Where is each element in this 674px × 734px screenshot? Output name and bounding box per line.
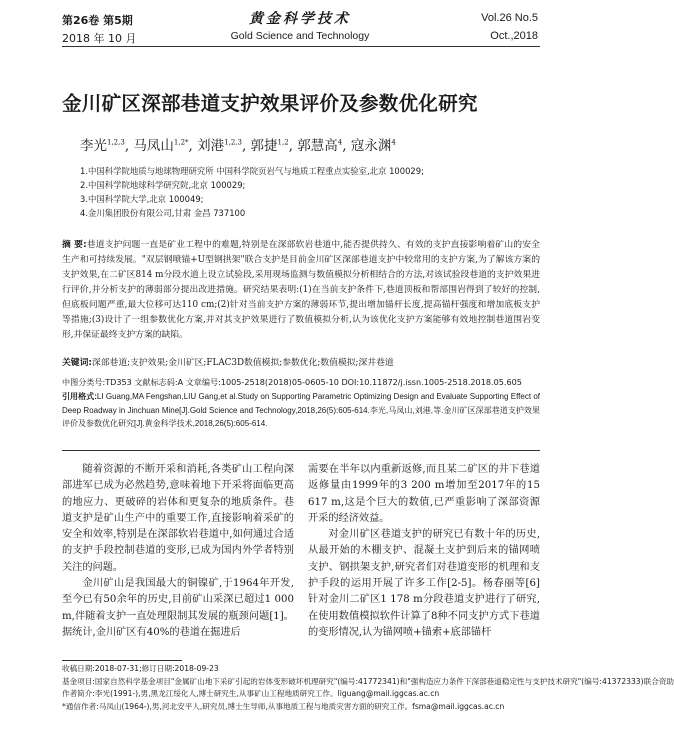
body-right-column bbox=[308, 462, 540, 641]
volume-issue-en: Vol.26 No.5 bbox=[481, 12, 538, 24]
author-name: 郭慧高 bbox=[297, 138, 338, 154]
keywords-text: 深部巷道;支护效果;金川矿区;FLAC3D数值模拟;参数优化;数值模拟;深井巷道 bbox=[91, 358, 394, 368]
abstract-text: 巷道支护问题一直是矿业工程中的难题,特别是在深部软岩巷道中,能否提供持久、有效的支护直接影响着矿山的安全生产和可持续发展。"双层钢喷锚+U型钢拱架"联合支护是目前金川矿区深部巷道支护中较常用的支护方案,为了解该方案的支护效果,在二矿区814 m分段水道上设立试验段,采用现场监测与数值模拟分析相结合的方法,对该试验段巷道的支护效果进行评价,并分析支护的薄弱部分提出改进措施。研究结果表明:(1)在当前支护条件下,巷道顶板和帮部围岩得到了较好的控制,但底板问题严重,最大位移可达110 cm;(2)针对当前支护方案的薄弱环节,提出增加锚杆长度,提高锚杆强度和增加底板支护等措施;(3)设计了一组参数优化方案,并对其支护效果进行了数值模拟分析,认为该优化支护方案能够有效地控制巷道围岩变形,并保证最终支护方案的缺陷。 bbox=[62, 240, 540, 340]
author-sup: 1,2* bbox=[173, 138, 189, 147]
author-sup: 4 bbox=[391, 138, 396, 147]
abstract-label: 摘 要: bbox=[62, 240, 87, 250]
body-left-column bbox=[62, 462, 294, 641]
article-title: 金川矿区深部巷道支护效果评价及参数优化研究 bbox=[62, 92, 478, 115]
footnote-received: 收稿日期:2018-07-31;修订日期:2018-09-23 bbox=[62, 664, 219, 673]
affiliation: 4.金川集团股份有限公司,甘肃 金昌 737100 bbox=[80, 208, 246, 218]
author-sup: 1,2 bbox=[277, 138, 289, 147]
body-paragraph: 随着资源的不断开采和消耗,各类矿山工程向深部进军已成为必然趋势,意味着地下开采将面临更高的地应力、更破碎的岩体和更复杂的地质条件。巷道支护是矿山生产中的重要工作,直接影响着采矿的安全和效率,特别是在深部软岩巷道中,如何通过合适的支护手段控制巷道的变形,已成为国内外学者特别关注的问题。 bbox=[62, 464, 294, 573]
citation-text: LI Guang,MA Fengshan,LIU Gang,et al.Study on Supporting Parametric Optimizing Design and Evaluate Supporting Effect of Deep Roadway in Jinchuan Mine[J].Gold Science and Technology,2018,26(5):605-614.李光,马凤山,刘港,等.金川矿区深部巷道支护效果评价及参数优化研究[J].黄金科学技术,2018,26(5):605-614. bbox=[62, 392, 540, 428]
body-paragraph: 对金川矿区巷道支护的研究已有数十年的历史,从最开始的木棚支护、混凝土支护到后来的锚网喷支护、钢拱架支护,研究者们对巷道变形的机理和支护手段的运用开展了许多工作[2-5]。杨春丽等[6]针对金川二矿区1 178 m分段巷道支护进行了研究,在使用数值模拟软件计算了8种不同支护方式下巷道的变形情况,认为锚网喷+锚索+底部锚杆 bbox=[308, 529, 540, 638]
author-name: 寇永渊 bbox=[350, 138, 392, 154]
author-sup: 4 bbox=[337, 138, 343, 147]
body-paragraph: 需要在半年以内重新返修,而且某二矿区的井下巷道返修量由1999年的3 200 m增加至2017年的15 617 m,这是个巨大的数值,已严重影响了深部资源开采的经济效益。 bbox=[308, 464, 540, 524]
affiliation: 3.中国科学院大学,北京 100049; bbox=[80, 194, 204, 204]
author-list: 李光$^{1,2,3}$, 马凤山$^{1,2*}$, 刘港$^{1,2,3}$, 郭捷$^{1,2}$, 郭慧高$^4$, 寇永渊$^4$ bbox=[80, 138, 396, 154]
date-cn: 2018 年 10 月 bbox=[62, 32, 137, 45]
author-name: 刘港 bbox=[197, 138, 225, 154]
classification-line: 中图分类号:TD353 文献标志码:A 文章编号:1005-2518(2018)05-0605-10 DOI:10.11872/j.issn.1005-2518.2018.05.605 bbox=[62, 377, 522, 387]
author-name: 李光 bbox=[80, 138, 107, 154]
body-paragraph: 金川矿山是我国最大的铜镍矿,于1964年开发,至今已有50余年的历史,目前矿山采深已超过1 000 m,伴随着支护一直处理限制其发展的瓶颈问题[1]。据统计,金川矿区有40%的巷道在掘进后 bbox=[62, 578, 294, 638]
footnote-funding: 基金项目:国家自然科学基金项目"金属矿山地下采矿引起的岩体变形破坏机理研究"(编号:41772341)和"强构造应力条件下深部巷道稳定性与支护技术研究"(编号:41372333)联合资助 bbox=[62, 676, 674, 686]
volume-issue-cn: 第26卷 第5期 bbox=[62, 14, 133, 27]
footnotes bbox=[62, 663, 674, 713]
keywords-label: 关键词: bbox=[62, 358, 92, 368]
affiliation: 1.中国科学院地质与地球物理研究所 中国科学院页岩气与地质工程重点实验室,北京 100029; bbox=[80, 166, 424, 176]
date-en: Oct.,2018 bbox=[490, 30, 538, 42]
journal-header bbox=[0, 0, 600, 46]
author-name: 马凤山 bbox=[133, 138, 174, 154]
footnote-rule bbox=[62, 660, 182, 661]
journal-name-en: Gold Science and Technology bbox=[230, 30, 370, 42]
citation-label: 引用格式: bbox=[62, 392, 97, 401]
author-sup: 1,2,3 bbox=[107, 138, 125, 147]
abstract bbox=[62, 238, 540, 343]
abstract-rule bbox=[62, 450, 540, 451]
footnote-corresponding: *通信作者:马凤山(1964-),男,河北安平人,研究员,博士生导师,从事地质工程与地质灾害方面的研究工作。fsma@mail.iggcas.ac.cn bbox=[62, 701, 505, 711]
journal-name-cn: 黄金科学技术 bbox=[249, 11, 351, 27]
keywords bbox=[62, 355, 540, 368]
author-name: 郭捷 bbox=[250, 138, 278, 154]
citation bbox=[62, 390, 540, 431]
affiliation-list bbox=[80, 164, 424, 220]
affiliation: 2.中国科学院地球科学研究院,北京 100029; bbox=[80, 180, 246, 190]
author-sup: 1,2,3 bbox=[224, 138, 242, 147]
footnote-author: 作者简介:李光(1991-),男,黑龙江绥化人,博士研究生,从事矿山工程地质研究工作。liguang@mail.iggcas.ac.cn bbox=[62, 689, 440, 698]
header-rule bbox=[62, 46, 540, 47]
